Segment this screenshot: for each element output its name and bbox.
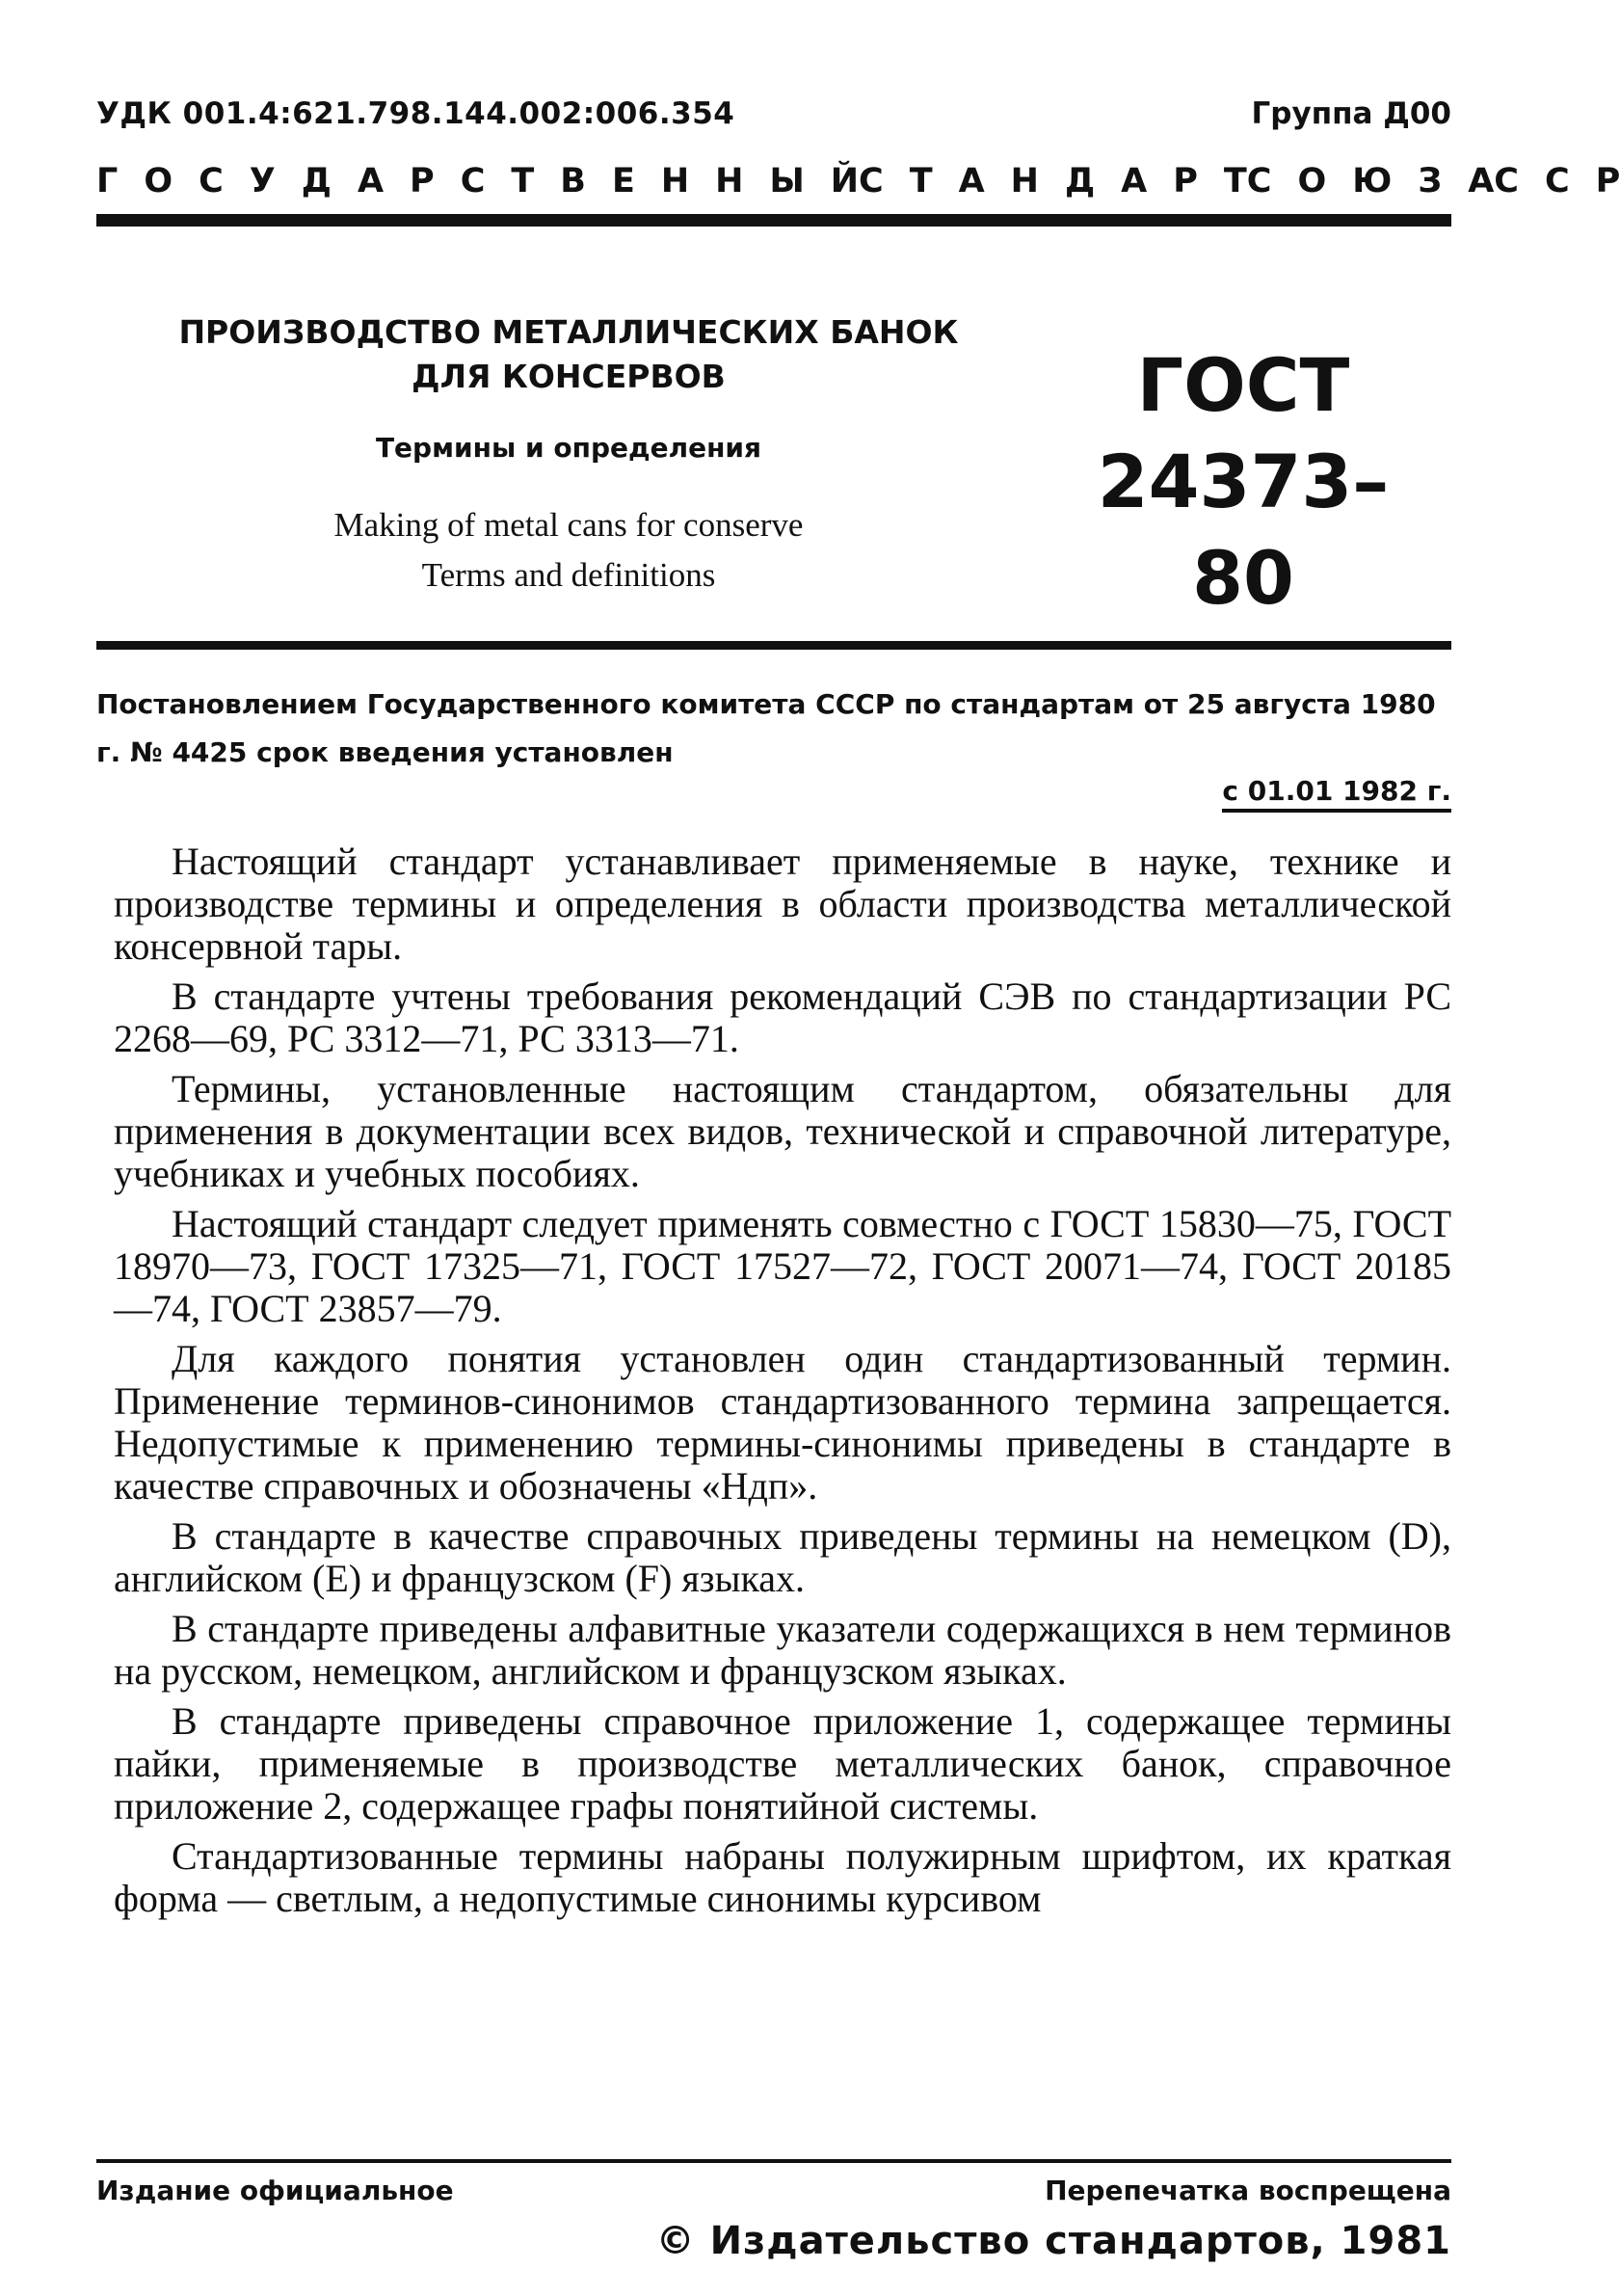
heading-letter: Т [909, 162, 933, 200]
copyright-notice: © Издательство стандартов, 1981 [655, 2219, 1451, 2263]
heading-letter: Д [1064, 162, 1096, 200]
heading-letter: Р [1173, 162, 1198, 200]
heading-letter: Р [1595, 162, 1620, 200]
heading-letter: У [249, 162, 276, 200]
gost-number: 24373–80 [1097, 439, 1390, 621]
heading-word-standard [859, 162, 1247, 200]
heading-letter: Т [1223, 162, 1247, 200]
paragraph: В стандарте приведены алфавитные указатели содержащихся в нем терминов на русском, немецком, английском и французском языках. [114, 1607, 1451, 1693]
group-code: Группа Д00 [1251, 96, 1451, 131]
heading-letter: Н [660, 162, 690, 200]
heading-letter: О [144, 162, 173, 200]
paragraph: В стандарте в качестве справочных приведены термины на немецком (D), английском (E) и французском (F) языках. [114, 1514, 1451, 1600]
heading-letter: Г [96, 162, 119, 200]
gost-label: ГОСТ [1136, 342, 1350, 428]
heading-letter: А [958, 162, 985, 200]
heading-letter: Н [715, 162, 744, 200]
heading-letter: Й [830, 162, 860, 200]
heading-letter: Ы [769, 162, 805, 200]
heading-word-union [1247, 162, 1495, 200]
official-edition-label: Издание официальное [96, 2175, 454, 2206]
reprint-prohibited-label: Перепечатка воспрещена [1045, 2175, 1451, 2206]
heading-letter: Р [410, 162, 435, 200]
document-title-line2: ДЛЯ КОНСЕРВОВ [412, 358, 726, 395]
heading-letter: Ю [1352, 162, 1393, 200]
english-title-line1: Making of metal cans for conserve [333, 506, 804, 544]
middle-divider [96, 641, 1451, 650]
title-block [173, 310, 964, 601]
heading-letter: А [1121, 162, 1148, 200]
paragraph: Термины, установленные настоящим стандартом, обязательны для применения в документации всех видов, технической и справочной литературе, учебниках и учебных пособиях. [114, 1067, 1451, 1195]
effective-date: с 01.01 1982 г. [1222, 775, 1451, 813]
heading-letter: О [1297, 162, 1327, 200]
paragraph: Стандартизованные термины набраны полужирным шрифтом, их краткая форма — светлым, а недопустимые синонимы курсивом [114, 1834, 1451, 1920]
udk-code: УДК 001.4:621.798.144.002:006.354 [96, 96, 735, 131]
heading-letter: Д [301, 162, 332, 200]
heading-letter: С [859, 162, 884, 200]
heading-letter: В [560, 162, 586, 200]
heading-letter: Н [1010, 162, 1039, 200]
heading-letter: С [460, 162, 486, 200]
gost-designation [1050, 337, 1436, 627]
heading-letter: С [1494, 162, 1519, 200]
paragraph: Для каждого понятия установлен один стандартизованный термин. Применение терминов-синонимов стандартизованного термина запрещается. Недопустимые к применению термины-синонимы приведены в стандарте в качестве справочных и обозначены «Ндп». [114, 1337, 1451, 1508]
document-title-line1: ПРОИЗВОДСТВО МЕТАЛЛИЧЕСКИХ БАНОК [178, 313, 959, 351]
top-divider [96, 214, 1451, 227]
heading-word-state [96, 162, 859, 200]
heading-letter: Т [511, 162, 535, 200]
heading-letter: А [1468, 162, 1495, 200]
heading-letter: С [1246, 162, 1272, 200]
state-standard-heading [96, 162, 1620, 200]
paragraph: В стандарте учтены требования рекомендаций СЭВ по стандартизации РС 2268—69, РС 3312—71, РС 3313—71. [114, 974, 1451, 1060]
document-subtitle: Термины и определения [375, 432, 762, 464]
english-title-line2: Terms and definitions [421, 556, 716, 594]
decree-text: Постановлением Государственного комитета СССР по стандартам от 25 августа 1980 г. № 4425 срок введения установлен [96, 688, 1436, 768]
heading-letter: С [1544, 162, 1570, 200]
heading-letter: Е [611, 162, 635, 200]
heading-word-ussr [1494, 162, 1620, 200]
body-text [114, 841, 1451, 1928]
bottom-divider [96, 2159, 1451, 2163]
paragraph: В стандарте приведены справочное приложение 1, содержащее термины пайки, применяемые в производстве металлических банок, справочное приложение 2, содержащее графы понятийной системы. [114, 1699, 1451, 1828]
heading-letter: С [199, 162, 224, 200]
paragraph: Настоящий стандарт устанавливает применяемые в науке, технике и производстве термины и определения в области производства металлической консервной тары. [114, 840, 1451, 968]
paragraph: Настоящий стандарт следует применять совместно с ГОСТ 15830—75, ГОСТ 18970—73, ГОСТ 17325—71, ГОСТ 17527—72, ГОСТ 20071—74, ГОСТ 20185—74, ГОСТ 23857—79. [114, 1202, 1451, 1330]
heading-letter: З [1418, 162, 1443, 200]
heading-letter: А [357, 162, 385, 200]
